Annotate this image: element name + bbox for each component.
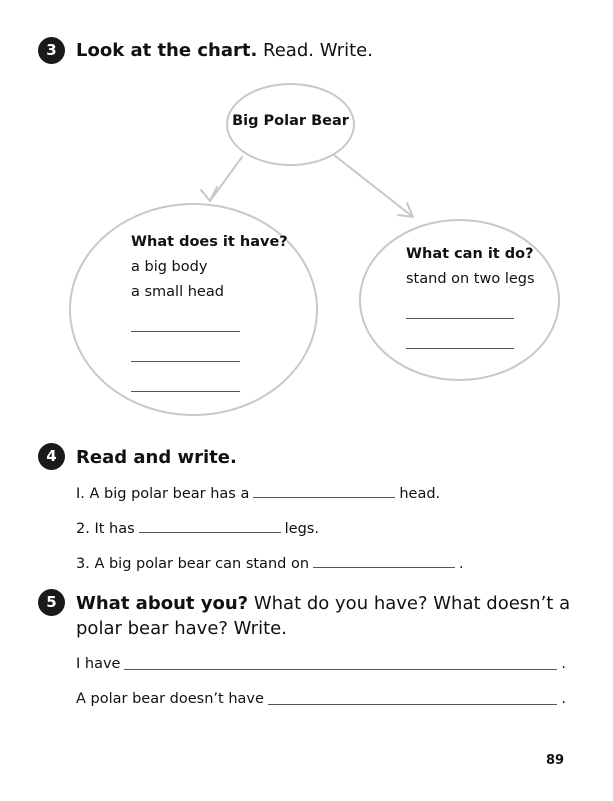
answer-blank[interactable] [268,703,557,705]
answer-blank[interactable] [139,531,281,533]
answer-blank[interactable] [124,668,557,670]
section-5-number: 5 [38,589,65,616]
item-text-after: . [561,691,566,707]
left-node-item: a big body [131,259,208,275]
item-text-before: A polar bear doesn’t have [76,691,264,707]
item-text-after: . [459,556,464,572]
left-node-blank-3[interactable] [131,391,240,392]
section-4-heading [76,446,237,470]
exercise-5-item-2 [76,690,566,708]
answer-blank[interactable] [313,566,455,568]
section-4-number: 4 [38,443,65,470]
section-3-heading-rest: Read. Write. [257,40,373,61]
left-node-item: a small head [131,284,224,300]
section-4-heading-text: Read and write. [76,447,237,468]
exercise-4-item-3 [76,555,464,573]
item-text-before: 3. A big polar bear can stand on [76,556,310,572]
item-text-before: I. A big polar bear has a [76,486,250,502]
chart-right-node [359,219,560,381]
item-text-before: 2. It has [76,521,135,537]
answer-blank[interactable] [253,496,395,498]
item-text-after: head. [399,486,441,502]
section-5-heading-rest: What do you have? What doesn’t a [248,593,571,614]
arrow-to-right-node [334,155,413,217]
section-5-heading-line-2: polar bear have? Write. [76,618,287,639]
item-text-after: legs. [284,521,319,537]
page-number: 89 [546,753,565,768]
right-node-blank-1[interactable] [406,318,514,319]
right-node-title: What can it do? [406,246,534,262]
right-node-blank-2[interactable] [406,348,514,349]
exercise-4-item-1 [76,485,440,503]
left-node-blank-2[interactable] [131,361,240,362]
section-3-heading-bold: Look at the chart. [76,40,258,61]
item-text-after: . [561,656,566,672]
left-node-blank-1[interactable] [131,331,240,332]
exercise-4-item-2 [76,520,319,538]
right-node-item: stand on two legs [406,271,535,287]
arrow-to-left-node [201,157,242,201]
section-5-heading-line-1 [76,592,570,616]
section-3-number: 3 [38,37,65,64]
section-5-heading-bold: What about you? [76,593,249,614]
exercise-5-item-1 [76,655,566,673]
chart-top-node-label: Big Polar Bear [232,113,349,129]
item-text-before: I have [76,656,121,672]
left-node-title: What does it have? [131,234,288,250]
